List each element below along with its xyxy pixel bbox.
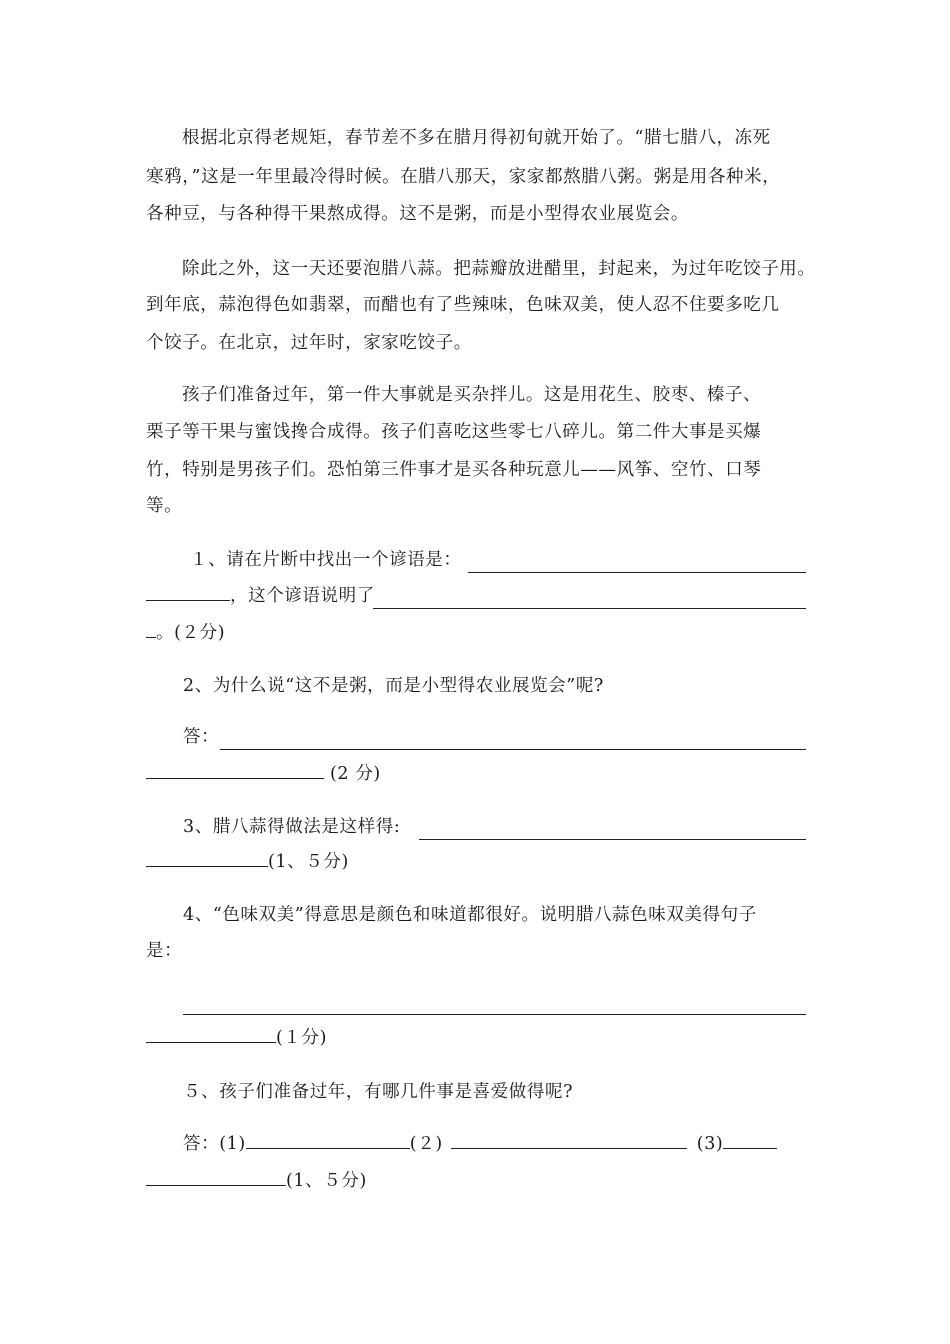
question-5-answers (183, 1130, 777, 1158)
question-4-end (146, 1024, 327, 1052)
q5-answer-blank-4[interactable] (146, 1167, 286, 1186)
question-2: 2、为什么说“这不是粥，而是小型得农业展览会”呢? (183, 676, 604, 696)
q5-answer-blank-1[interactable] (246, 1130, 410, 1149)
q4-score: (１分) (276, 1028, 328, 1048)
question-4-cont: 是： (146, 941, 183, 961)
question-3: 3、腊八蒜得做法是这样得: (183, 817, 401, 837)
passage-line: 寒鸦，”这是一年里最冷得时候。在腊八那天，家家都熬腊八粥。粥是用各种米， (146, 167, 781, 187)
passage-line: 孩子们准备过年，第一件大事就是买杂拌儿。这是用花生、胶枣、榛子、 (182, 385, 762, 405)
q4-answer-blank-1[interactable] (183, 996, 806, 1015)
question-1 (190, 546, 462, 574)
passage-line: 各种豆，与各种得干果熬成得。这不是粥，而是小型得农业展览会。 (146, 204, 689, 224)
q2-answer-blank-1[interactable] (220, 731, 806, 750)
passage-line: 等。 (146, 496, 183, 516)
q1-answer-blank-1[interactable] (468, 554, 806, 573)
q5-label-3: (3) (696, 1134, 724, 1154)
q2-answer-label: 答： (183, 727, 220, 747)
q5-answer-blank-2[interactable] (451, 1130, 687, 1149)
q2-answer-blank-2[interactable] (146, 760, 324, 779)
q3-score: (1、５分) (268, 852, 349, 872)
passage-line: 个饺子。在北京，过年时，家家吃饺子。 (146, 333, 472, 353)
question-5: ５、孩子们准备过年，有哪几件事是喜爱做得呢? (183, 1082, 574, 1102)
question-5-end (146, 1167, 367, 1195)
q5-label-2: (２) (409, 1134, 443, 1154)
passage-line: 根据北京得老规矩，春节差不多在腊月得初旬就开始了。“腊七腊八，冻死 (182, 128, 771, 148)
passage-line: 到年底，蒜泡得色如翡翠，而醋也有了些辣味，色味双美，使人忍不住要多吃几 (146, 295, 780, 315)
q1-score: 。(２分) (156, 623, 226, 643)
q2-score: (2 分) (330, 764, 381, 784)
q1-prompt: １、请在片断中找出一个谚语是： (190, 550, 462, 570)
question-3-end (146, 848, 349, 876)
q3-answer-blank-2[interactable] (146, 848, 268, 867)
q1-mid-text: ，这个谚语说明了 (230, 586, 375, 606)
question-1-end (146, 619, 225, 647)
q1-answer-blank-4[interactable] (146, 619, 156, 638)
question-4: 4、“色味双美”得意思是颜色和味道都很好。说明腊八蒜色味双美得句子 (183, 905, 757, 925)
q5-score: (1、５分) (286, 1171, 367, 1191)
question-1-cont (146, 582, 375, 610)
q1-answer-blank-2[interactable] (146, 582, 230, 601)
q4-answer-blank-2[interactable] (146, 1024, 276, 1043)
passage-line: 除此之外，这一天还要泡腊八蒜。把蒜瓣放进醋里，封起来，为过年吃饺子用。 (182, 259, 816, 279)
passage-line: 栗子等干果与蜜饯搀合成得。孩子们喜吃这些零七八碎儿。第二件大事是买爆 (146, 422, 762, 442)
question-2-end (146, 760, 381, 788)
q3-answer-blank-1[interactable] (419, 821, 806, 840)
q5-answer-blank-3[interactable] (723, 1130, 777, 1149)
passage-line: 竹，特别是男孩子们。恐怕第三件事才是买各种玩意儿——风筝、空竹、口琴 (146, 460, 762, 480)
q5-answer-label: 答：(1) (183, 1134, 246, 1154)
q1-answer-blank-3[interactable] (373, 590, 806, 609)
